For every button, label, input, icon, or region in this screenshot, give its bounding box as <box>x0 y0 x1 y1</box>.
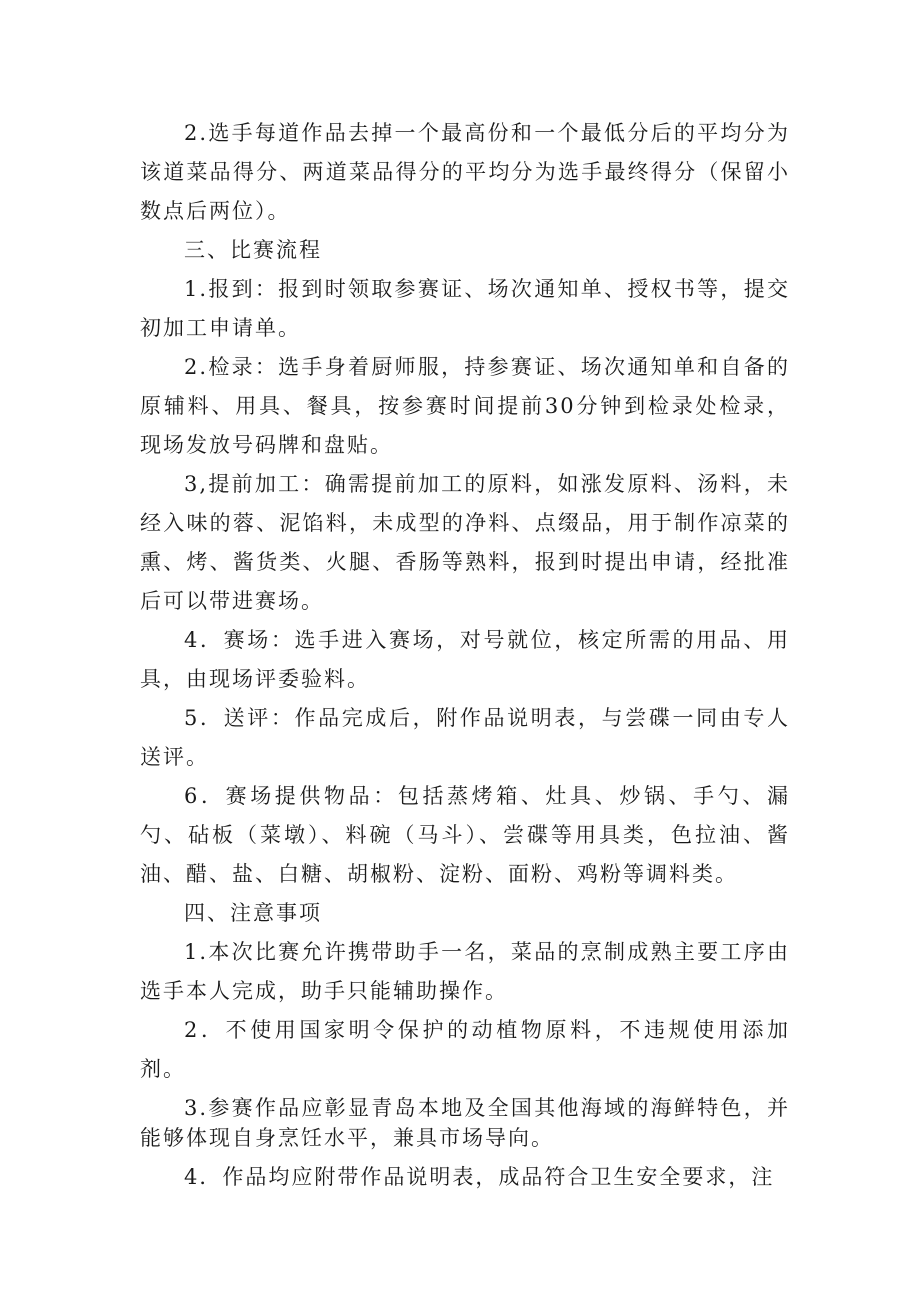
paragraph-scoring-rule: 2.选手每道作品去掉一个最高份和一个最低分后的平均分为该道菜品得分、两道菜品得分的平均分为选手最终得分（保留小数点后两位）。 <box>140 121 790 223</box>
paragraph-pre-processing: 3,提前加工：确需提前加工的原料，如涨发原料、汤料，未经入味的蓉、泥馅料，未成型的净料、点缀品，用于制作凉菜的熏、烤、酱货类、火腿、香肠等熟料，报到时提出申请，经批准后可以带进赛场。 <box>140 472 790 613</box>
paragraph-seafood-feature: 3.参赛作品应彰显青岛本地及全国其他海域的海鲜特色，并能够体现自身烹饪水平，兼具市场导向。 <box>140 1096 790 1150</box>
paragraph-registration: 1.报到：报到时领取参赛证、场次通知单、授权书等，提交初加工申请单。 <box>140 277 790 340</box>
paragraph-provided-items: 6．赛场提供物品：包括蒸烤箱、灶具、炒锅、手勺、漏勺、砧板（菜墩）、料碗（马斗）、尝碟等用具类，色拉油、酱油、醋、盐、白糖、胡椒粉、淀粉、面粉、鸡粉等调料类。 <box>140 784 790 886</box>
paragraph-venue: 4．赛场：选手进入赛场，对号就位，核定所需的用品、用具，由现场评委验料。 <box>140 628 790 691</box>
paragraph-submission: 5．送评：作品完成后，附作品说明表，与尝碟一同由专人送评。 <box>140 706 790 769</box>
paragraph-check-in: 2.检录：选手身着厨师服，持参赛证、场次通知单和自备的原辅料、用具、餐具，按参赛时间提前30分钟到检录处检录，现场发放号码牌和盘贴。 <box>140 355 790 457</box>
paragraph-protected-ingredients: 2．不使用国家明令保护的动植物原料，不违规使用添加剂。 <box>140 1018 790 1081</box>
section-heading-notes: 四、注意事项 <box>184 901 322 925</box>
section-heading-competition-process: 三、比赛流程 <box>184 238 322 262</box>
paragraph-description-sheet: 4．作品均应附带作品说明表，成品符合卫生安全要求，注 <box>184 1165 775 1189</box>
paragraph-assistant-rule: 1.本次比赛允许携带助手一名，菜品的烹制成熟主要工序由选手本人完成，助手只能辅助操作。 <box>140 940 790 1003</box>
document-body <box>140 114 790 1197</box>
